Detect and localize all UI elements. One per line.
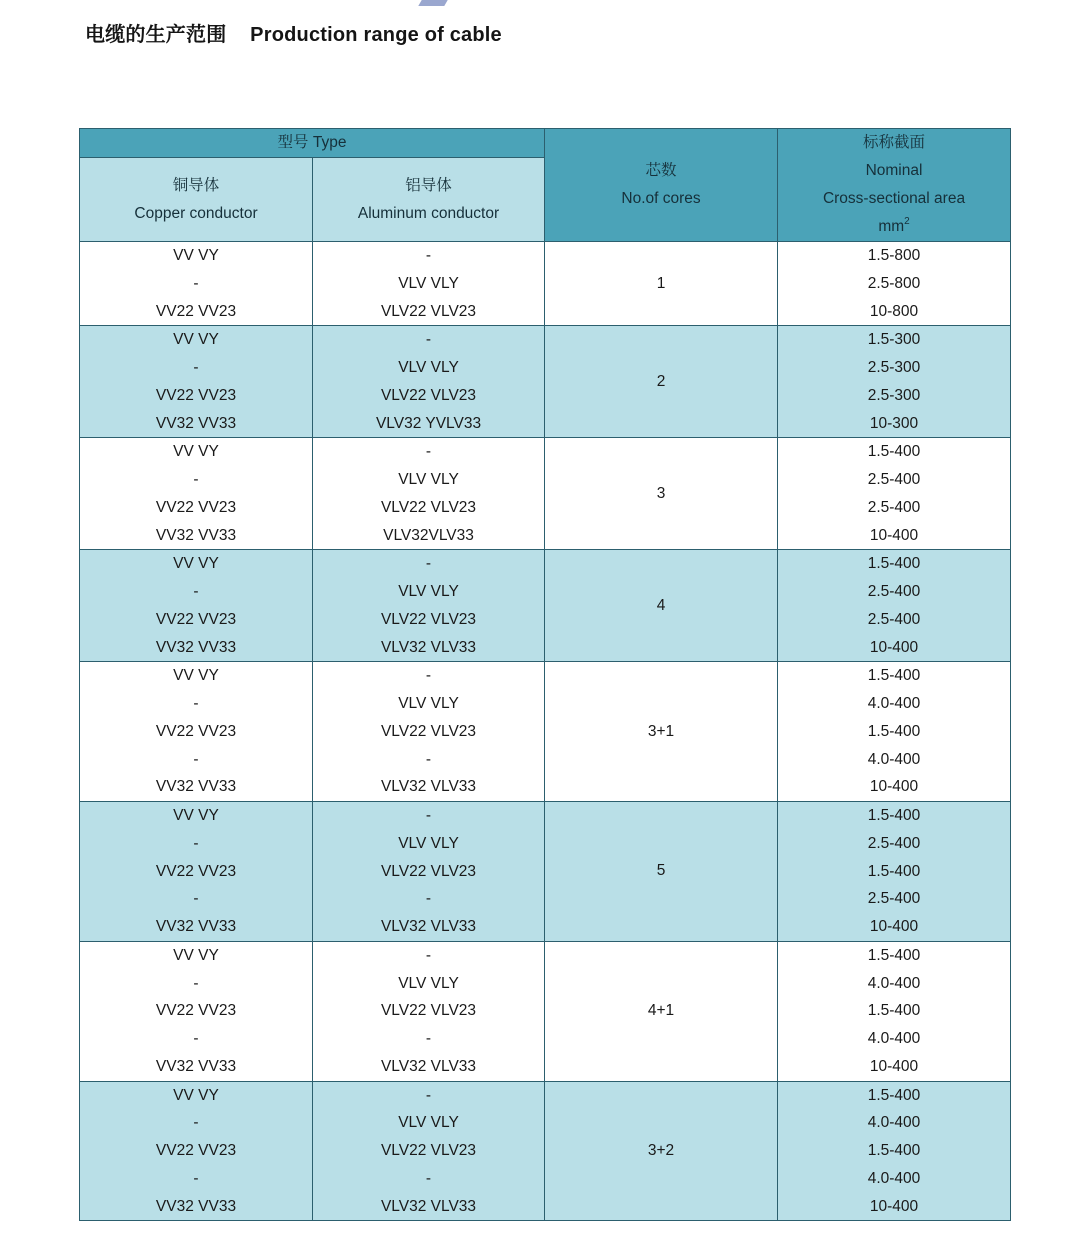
copper-cell-line: -	[193, 1114, 199, 1132]
copper-cell-line: -	[193, 834, 199, 852]
area-cell-line: 10-400	[869, 1197, 919, 1215]
copper-header	[80, 158, 313, 242]
copper-cell	[80, 438, 313, 550]
page-title-zh: 电缆的生产范围	[85, 24, 227, 46]
aluminum-cell-line: -	[425, 555, 432, 573]
cores-cell: 3+1	[545, 662, 778, 802]
aluminum-cell-line: VLV VLY	[398, 1114, 459, 1132]
area-cell-line: 10-400	[869, 918, 919, 935]
aluminum-cell	[313, 326, 545, 438]
aluminum-cell-line: VLV22 VLV23	[380, 498, 477, 516]
aluminum-cell	[313, 550, 545, 662]
area-cell-line: 1.5-400	[867, 862, 921, 880]
copper-cell	[80, 242, 313, 326]
aluminum-cell	[313, 662, 545, 802]
aluminum-cell-line: VLV22 VLV23	[380, 722, 477, 740]
table-row	[80, 941, 1011, 1081]
copper-header-zh: 铜导体	[172, 176, 220, 194]
area-cell-line: 2.5-400	[867, 834, 921, 852]
area-cell-line: 1.5-800	[867, 247, 921, 264]
page-title	[85, 18, 502, 47]
copper-cell	[80, 941, 313, 1081]
copper-cell-line: VV VY	[173, 247, 219, 264]
aluminum-cell-line: VLV32 VLV33	[380, 638, 477, 656]
cable-spec-table	[79, 128, 1011, 1221]
copper-cell-line: -	[193, 695, 199, 712]
aluminum-cell-line: VLV22 VLV23	[380, 1142, 477, 1159]
aluminum-cell-line: -	[425, 750, 432, 768]
copper-cell-line: VV32 VV33	[155, 414, 237, 432]
aluminum-cell-line: -	[425, 1030, 432, 1047]
aluminum-header	[313, 158, 545, 242]
aluminum-cell-line: VLV VLY	[398, 471, 459, 488]
cores-cell: 5	[545, 802, 778, 942]
copper-cell-line: VV32 VV33	[155, 638, 237, 656]
area-cell	[778, 242, 1011, 326]
area-header	[778, 129, 1011, 242]
area-cell-line: 2.5-400	[867, 890, 921, 908]
table-row	[80, 242, 1011, 326]
aluminum-cell-line: VLV VLY	[398, 974, 459, 992]
table-row	[80, 438, 1011, 550]
copper-cell-line: VV32 VV33	[155, 1197, 237, 1215]
aluminum-cell-line: VLV VLY	[398, 274, 459, 292]
copper-cell-line: VV22 VV23	[155, 1142, 237, 1159]
area-cell-line: 4.0-400	[867, 1114, 921, 1132]
area-cell	[778, 550, 1011, 662]
decorative-stripe	[418, 0, 447, 6]
area-cell-line: 10-400	[869, 778, 919, 796]
cores-cell: 1	[545, 242, 778, 326]
area-cell-line: 1.5-400	[867, 946, 921, 964]
table-row	[80, 326, 1011, 438]
copper-cell-line: VV32 VV33	[155, 778, 237, 796]
area-cell-line: 2.5-400	[867, 583, 921, 600]
aluminum-cell-line: -	[425, 946, 432, 964]
aluminum-cell-line: VLV32 VLV33	[380, 778, 477, 796]
copper-cell-line: VV VY	[173, 946, 219, 964]
aluminum-cell	[313, 802, 545, 942]
page-title-en: Production range of cable	[250, 24, 502, 46]
area-cell-line: 2.5-300	[867, 386, 921, 404]
copper-cell-line: VV VY	[173, 443, 219, 461]
area-cell-line: 1.5-400	[867, 722, 921, 740]
table-row	[80, 802, 1011, 942]
cores-cell: 2	[545, 326, 778, 438]
aluminum-cell-line: VLV32 VLV33	[380, 1197, 477, 1215]
cores-header-en: No.of cores	[621, 190, 701, 207]
area-cell	[778, 438, 1011, 550]
area-cell-line: 1.5-400	[867, 667, 921, 685]
area-cell	[778, 662, 1011, 802]
copper-cell-line: VV32 VV33	[155, 1057, 237, 1075]
copper-cell-line: VV22 VV23	[155, 498, 237, 516]
table-row	[80, 550, 1011, 662]
area-cell-line: 4.0-400	[867, 750, 921, 768]
area-cell	[778, 326, 1011, 438]
copper-cell-line: -	[193, 359, 199, 376]
table-row	[80, 662, 1011, 802]
table-row	[80, 1081, 1011, 1221]
aluminum-cell-line: -	[425, 443, 432, 461]
table-body	[80, 242, 1011, 1221]
aluminum-cell-line: VLV32 YVLV33	[375, 414, 482, 432]
copper-cell-line: -	[193, 1030, 199, 1047]
aluminum-cell-line: VLV VLY	[398, 583, 459, 600]
copper-cell	[80, 550, 313, 662]
aluminum-cell-line: VLV VLY	[398, 695, 459, 712]
area-cell-line: 4.0-400	[867, 1030, 921, 1047]
copper-cell-line: -	[193, 583, 199, 600]
copper-cell-line: VV VY	[173, 667, 219, 685]
aluminum-cell-line: VLV22 VLV23	[380, 1002, 477, 1020]
aluminum-cell-line: -	[425, 667, 432, 685]
copper-cell-line: VV32 VV33	[155, 526, 237, 544]
copper-cell-line: VV22 VV23	[155, 862, 237, 880]
copper-cell-line: VV22 VV23	[155, 722, 237, 740]
aluminum-cell-line: VLV22 VLV23	[380, 862, 477, 880]
copper-cell-line: VV VY	[173, 807, 219, 824]
aluminum-header-en: Aluminum conductor	[357, 204, 500, 222]
area-cell-line: 1.5-400	[867, 1002, 921, 1020]
copper-cell-line: -	[193, 974, 199, 992]
area-header-en2: Cross-sectional area	[822, 190, 966, 207]
area-cell	[778, 802, 1011, 942]
area-cell-line: 2.5-300	[867, 359, 921, 376]
area-cell-line: 4.0-400	[867, 1169, 921, 1187]
area-cell-line: 2.5-400	[867, 498, 921, 516]
aluminum-cell-line: VLV32 VLV33	[380, 918, 477, 935]
aluminum-cell-line: VLV32VLV33	[383, 526, 474, 544]
area-cell-line: 1.5-400	[867, 555, 921, 573]
area-cell-line: 1.5-300	[867, 331, 921, 349]
aluminum-cell	[313, 438, 545, 550]
copper-cell-line: -	[193, 890, 199, 908]
copper-cell-line: VV22 VV23	[155, 610, 237, 628]
copper-cell	[80, 1081, 313, 1221]
copper-cell-line: -	[193, 1169, 199, 1187]
area-cell-line: 1.5-400	[867, 1086, 921, 1104]
aluminum-cell-line: VLV22 VLV23	[380, 302, 477, 320]
aluminum-cell	[313, 941, 545, 1081]
aluminum-cell-line: -	[425, 807, 432, 824]
area-cell-line: 4.0-400	[867, 974, 921, 992]
area-cell-line: 2.5-800	[867, 274, 921, 292]
aluminum-cell-line: VLV32 VLV33	[380, 1057, 477, 1075]
area-cell-line: 10-800	[869, 302, 919, 320]
copper-cell-line: VV32 VV33	[155, 918, 237, 935]
aluminum-cell-line: -	[425, 331, 432, 349]
aluminum-cell-line: -	[425, 890, 432, 908]
cores-cell: 3	[545, 438, 778, 550]
cores-cell: 4+1	[545, 941, 778, 1081]
cores-cell: 4	[545, 550, 778, 662]
copper-cell-line: -	[193, 274, 199, 292]
aluminum-cell-line: -	[425, 1086, 432, 1104]
area-cell-line: 2.5-400	[867, 610, 921, 628]
copper-header-en: Copper conductor	[134, 204, 258, 222]
area-cell-line: 10-400	[869, 1057, 919, 1075]
aluminum-header-zh: 铝导体	[405, 176, 452, 194]
area-cell-line: 4.0-400	[867, 695, 921, 712]
aluminum-cell-line: -	[425, 1169, 432, 1187]
copper-cell-line: VV VY	[173, 555, 219, 573]
type-header: 型号 Type	[80, 129, 545, 158]
aluminum-cell-line: VLV VLY	[398, 359, 459, 376]
area-cell-line: 2.5-400	[867, 471, 921, 488]
area-cell-line: 10-400	[869, 526, 919, 544]
copper-cell-line: VV VY	[173, 331, 219, 349]
area-cell	[778, 941, 1011, 1081]
area-header-en1: Nominal	[865, 162, 923, 179]
aluminum-cell	[313, 1081, 545, 1221]
aluminum-cell-line: VLV22 VLV23	[380, 386, 477, 404]
copper-cell-line: -	[193, 471, 199, 488]
area-cell-line: 1.5-400	[867, 1142, 921, 1159]
area-cell-line: 10-300	[869, 414, 919, 432]
area-cell	[778, 1081, 1011, 1221]
copper-cell-line: -	[193, 750, 199, 768]
area-cell-line: 1.5-400	[867, 443, 921, 461]
copper-cell-line: VV22 VV23	[155, 1002, 237, 1020]
cores-cell: 3+2	[545, 1081, 778, 1221]
area-cell-line: 1.5-400	[867, 807, 921, 824]
copper-cell-line: VV22 VV23	[155, 302, 237, 320]
cores-header	[545, 129, 778, 242]
cores-header-zh: 芯数	[645, 162, 677, 179]
area-cell-line: 10-400	[869, 638, 919, 656]
copper-cell	[80, 326, 313, 438]
aluminum-cell-line: -	[425, 247, 432, 264]
copper-cell-line: VV VY	[173, 1086, 219, 1104]
area-header-zh: 标称截面	[863, 134, 926, 151]
area-header-unit: $mm^2$	[878, 216, 910, 235]
aluminum-cell-line: VLV22 VLV23	[380, 610, 477, 628]
copper-cell	[80, 662, 313, 802]
aluminum-cell-line: VLV VLY	[398, 834, 459, 852]
copper-cell-line: VV22 VV23	[155, 386, 237, 404]
copper-cell	[80, 802, 313, 942]
aluminum-cell	[313, 242, 545, 326]
